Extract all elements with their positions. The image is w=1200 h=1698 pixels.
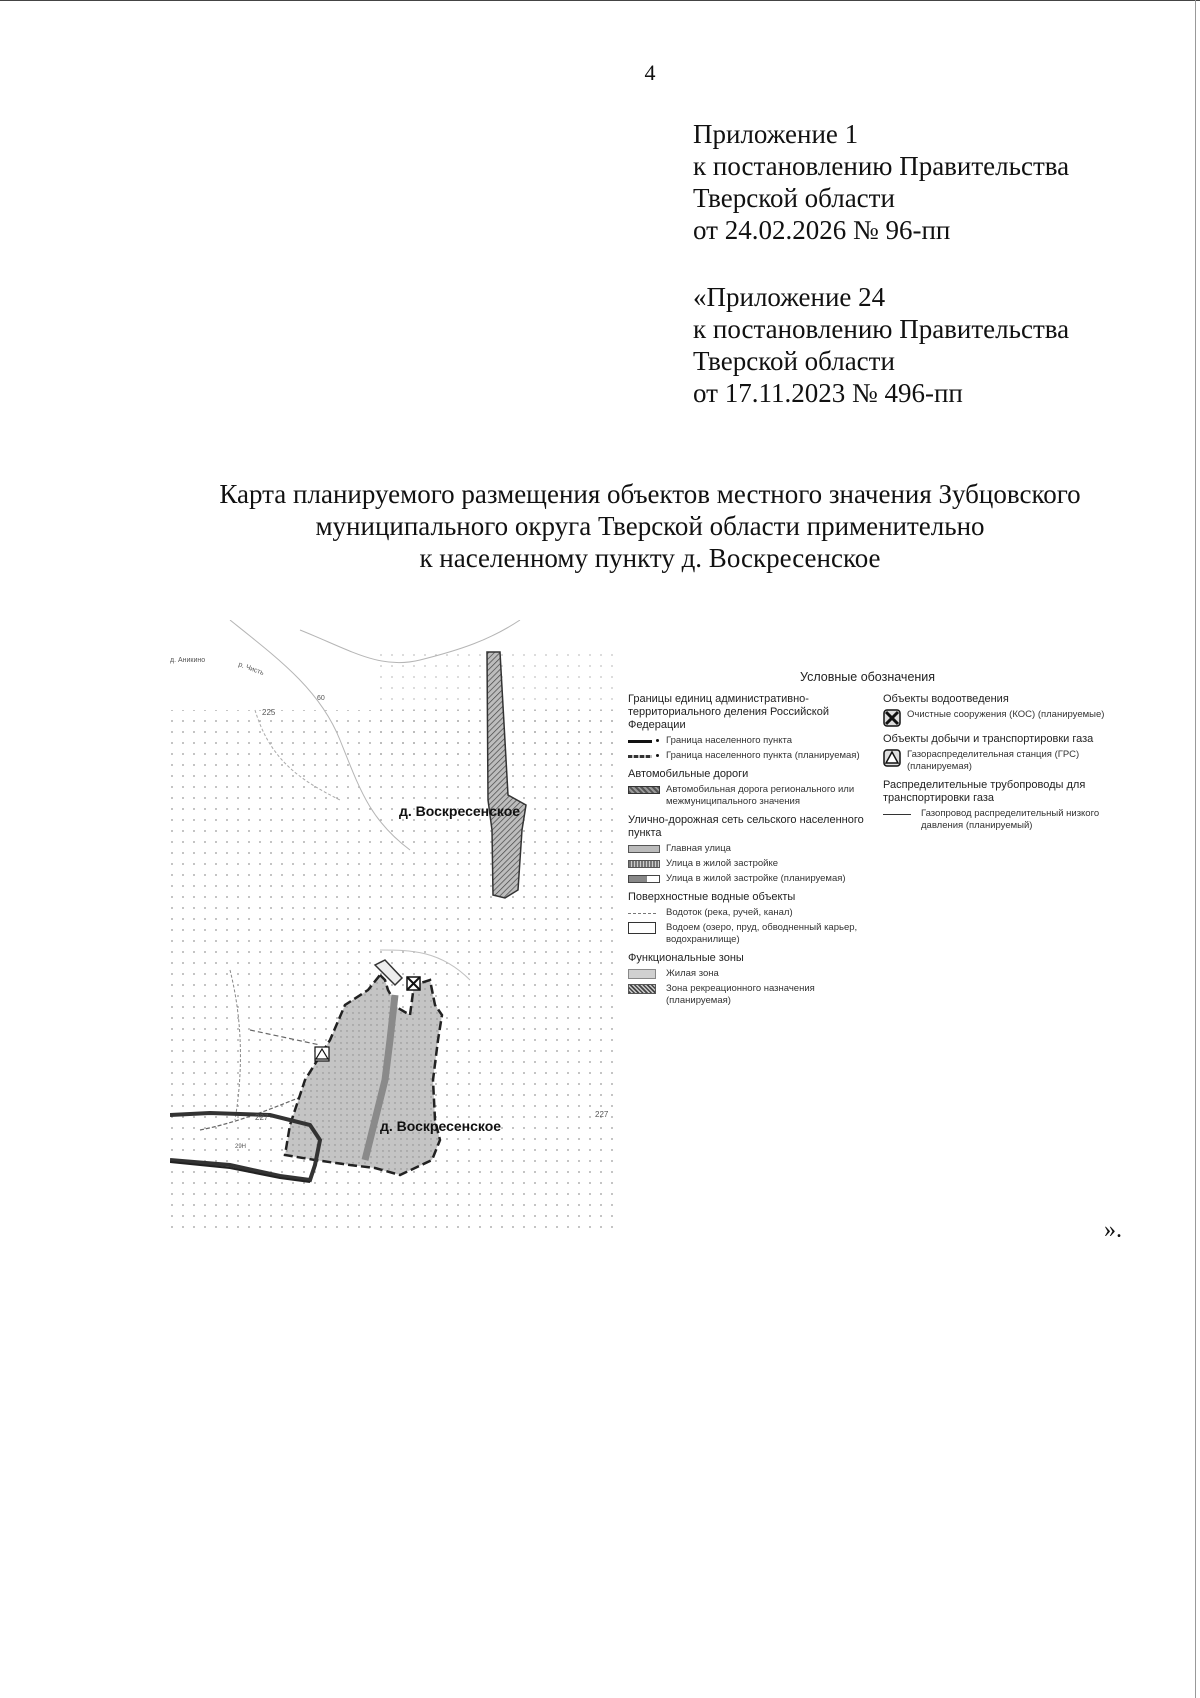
legend-item [628, 843, 873, 855]
legend-item [628, 750, 873, 762]
appendix-1-block [693, 118, 1069, 246]
map-legend [625, 670, 1135, 1110]
page-number: 4 [644, 60, 656, 85]
document-title [100, 478, 1200, 574]
legend-item-label: Автомобильная дорога регионального или межмуниципального значения [666, 784, 855, 807]
gas-pipeline-symbol [883, 808, 917, 820]
legend-item [628, 983, 873, 1007]
recreation-zone-symbol [628, 983, 662, 995]
appendix-1-line: от 24.02.2026 № 96-пп [693, 215, 951, 245]
stream-symbol [628, 907, 662, 919]
map-elevation-label: 227 [255, 1113, 269, 1122]
legend-item [883, 709, 1133, 727]
legend-item [883, 749, 1133, 773]
appendix-1-line: Приложение 1 [693, 119, 859, 149]
map-label-anikino: д. Аникино [170, 657, 206, 664]
main-street-symbol [628, 843, 662, 855]
legend-section-gas: Объекты добычи и транспортировки газа [883, 733, 1094, 745]
appendix-24-line: Тверской области [693, 346, 895, 376]
appendix-24-block [693, 281, 1069, 409]
legend-section-roads: Автомобильные дороги [628, 768, 749, 780]
regional-road-symbol [628, 784, 662, 796]
legend-section-sewage: Объекты водоотведения [883, 693, 1009, 705]
sewage-plant-legend-icon [883, 709, 903, 727]
legend-title: Условные обозначения [800, 670, 936, 684]
legend-item-label: Очистные сооружения (КОС) (планируемые) [907, 709, 1105, 720]
legend-item-label: Водоток (река, ручей, канал) [666, 907, 793, 918]
legend-item [628, 968, 873, 980]
title-line: Карта планируемого размещения объектов местного значения Зубцовского [219, 479, 1081, 509]
legend-item-label: Жилая зона [666, 968, 719, 979]
top-edge-line [0, 0, 1200, 1]
legend-item [628, 922, 873, 946]
title-line: муниципального округа Тверской области применительно [315, 511, 985, 541]
map-label-village-south: д. Воскресенское [380, 1118, 502, 1134]
legend-section-admin: Границы единиц административно-территориального деления Российской Федерации [628, 693, 830, 731]
legend-item-label: Граница населенного пункта (планируемая) [666, 750, 860, 761]
legend-item [628, 873, 873, 885]
right-edge-line [1195, 0, 1196, 1698]
legend-section-pipelines: Распределительные трубопроводы для транспортировки газа [883, 779, 1086, 804]
closing-quote: ». [1104, 1217, 1122, 1243]
legend-item [628, 735, 873, 747]
map-label-village-north: д. Воскресенское [399, 803, 521, 819]
legend-item-label: Граница населенного пункта [666, 735, 793, 746]
water-body-symbol [628, 922, 662, 934]
legend-item-label: Улица в жилой застройке [666, 858, 779, 869]
appendix-24-line: к постановлению Правительства [693, 314, 1070, 344]
legend-item [628, 907, 873, 919]
title-line: к населенному пункту д. Воскресенское [419, 543, 881, 573]
legend-item-label: Главная улица [666, 843, 731, 854]
appendix-24-line: от 17.11.2023 № 496-пп [693, 378, 963, 408]
appendix-1-line: к постановлению Правительства [693, 151, 1070, 181]
residential-street-symbol [628, 858, 662, 870]
legend-item [883, 808, 1133, 832]
map-elevation-label: 227 [595, 1110, 609, 1119]
border-dashed-symbol [628, 750, 662, 762]
legend-item-label: Водоем (озеро, пруд, обводненный карьер, водохранилище) [666, 922, 858, 945]
map-label-60: 60 [317, 695, 325, 702]
legend-item [628, 784, 873, 808]
legend-item-label: Улица в жилой застройке (планируемая) [666, 873, 846, 884]
map-road-label: 29Н [235, 1144, 247, 1150]
legend-item [628, 858, 873, 870]
appendix-1-line: Тверской области [693, 183, 895, 213]
legend-section-zones: Функциональные зоны [628, 952, 744, 964]
legend-column-right [883, 693, 1133, 835]
appendix-24-line: «Приложение 24 [693, 282, 886, 312]
map-elevation-label: 225 [262, 708, 276, 717]
legend-item-label: Зона рекреационного назначения (планируемая) [666, 983, 815, 1006]
gas-station-legend-icon [883, 749, 903, 767]
border-line-symbol [628, 735, 662, 747]
legend-column-left [628, 693, 873, 1010]
residential-zone-symbol [628, 968, 662, 980]
map-label-river: р. Чисть [237, 661, 265, 678]
legend-section-street-network: Улично-дорожная сеть сельского населенного пункта [628, 814, 864, 839]
legend-section-water: Поверхностные водные объекты [628, 891, 796, 903]
legend-item-label: Газопровод распределительный низкого давления (планируемый) [921, 808, 1100, 831]
settlement-map [170, 620, 630, 1228]
planned-street-symbol [628, 873, 662, 885]
legend-item-label: Газораспределительная станция (ГРС) (планируемая) [907, 749, 1080, 772]
